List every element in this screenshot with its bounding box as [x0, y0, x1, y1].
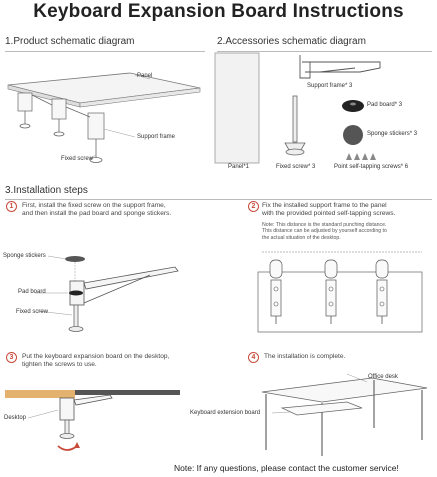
step3-text-line2: tighten the screws to use.: [22, 361, 97, 368]
step2-note-line1: Note: This distance is the standard punching distance.: [262, 222, 387, 228]
section3-heading: 3.Installation steps: [5, 185, 88, 196]
step1-text-line1: First, install the fixed screw on the support frame,: [22, 202, 166, 209]
step1-text-line2: and then install the pad board and sponge stickers.: [22, 210, 172, 217]
label-step3-desktop: Desktop: [4, 415, 27, 421]
section3-divider: [5, 199, 432, 200]
footer-note: Note: If any questions, please contact the customer service!: [174, 463, 399, 473]
step2-diagram: [252, 244, 432, 344]
section1-heading: 1.Product schematic diagram: [5, 36, 135, 47]
label-step1-screw: Fixed screw: [16, 309, 49, 315]
label-step1-sponge: Sponge stickers: [3, 253, 46, 259]
label-step1-pad: Pad board: [18, 289, 46, 295]
label-support-frame-count: Support frame* 3: [307, 83, 353, 89]
label-panel-count: Panel*1: [228, 164, 250, 170]
step1-text: [22, 202, 222, 218]
product-schematic-diagram: [0, 55, 215, 175]
step2-note: [262, 222, 437, 241]
accessories-diagram: [210, 50, 437, 180]
step2-text-line1: Fix the installed support frame to the panel: [262, 202, 387, 209]
step3-text-line1: Put the keyboard expansion board on the desktop,: [22, 353, 170, 360]
label-panel: Panel: [137, 73, 153, 79]
label-fixed-screw: Fixed screw: [61, 156, 94, 162]
label-step4-office-desk: Office desk: [368, 374, 398, 380]
label-sponge-stickers-count: Sponge stickers* 3: [367, 131, 418, 137]
step2-text-line2: with the provided pointed self-tapping screws.: [262, 210, 396, 217]
section2-heading: 2.Accessories schematic diagram: [217, 36, 366, 47]
label-fixed-screw-count: Fixed screw* 3: [276, 164, 316, 170]
step2-number: 2: [248, 201, 259, 212]
step3-diagram: [0, 380, 215, 460]
label-support-frame: Support frame: [137, 134, 176, 140]
label-self-tapping-screws-count: Point self-tapping screws* 6: [334, 164, 409, 170]
step3-text: [22, 353, 232, 369]
step3-number: 3: [6, 352, 17, 363]
step4-number: 4: [248, 352, 259, 363]
step2-note-line3: the actual situation of the desktop.: [262, 234, 341, 241]
step1-number: 1: [6, 201, 17, 212]
step4-text: The installation is complete.: [264, 353, 346, 360]
label-pad-board-count: Pad board* 3: [367, 102, 403, 108]
step4-diagram: [252, 368, 432, 456]
step2-text: [262, 202, 437, 218]
section1-divider: [5, 51, 205, 52]
label-step4-keyboard-board: Keyboard extension board: [190, 410, 261, 416]
step2-note-line2: This distance can be adjusted by yourself according to: [262, 228, 387, 235]
page-title: Keyboard Expansion Board Instructions: [33, 1, 404, 22]
